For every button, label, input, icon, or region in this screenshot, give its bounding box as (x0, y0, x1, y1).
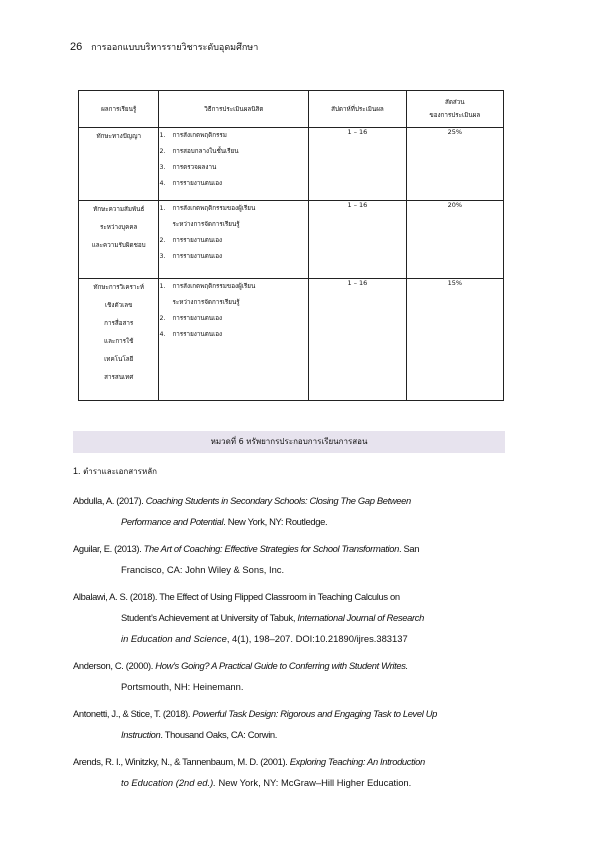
method-item: 4. การรายงานตนเอง (159, 331, 223, 338)
header-assessment-ratio: สัดส่วน ของการประเมินผล (406, 91, 503, 128)
reference-entry: Abdulla, A. (2017). Coaching Students in Secondary Schools: Closing The Gap Between Performance and Potential. New York, NY: Routledge. (73, 495, 411, 527)
page-number: 26 (70, 41, 83, 53)
percent-cell: 25% (406, 128, 503, 201)
method-item: 2. การรายงานตนเอง (159, 237, 223, 244)
running-head-title: การออกแบบบริหารรายวิชาระดับอุดมศึกษา (91, 43, 259, 53)
sub-heading-number: 1. (73, 466, 81, 476)
method-item: 1. การสังเกตพฤติกรรม (159, 132, 227, 139)
percent-cell: 15% (406, 279, 503, 401)
method-item: 3. การตรวจผลงาน (159, 164, 217, 171)
methods-cell (159, 201, 309, 279)
header-assessment-week: สัปดาห์ที่ประเมินผล (309, 91, 406, 128)
table-row (79, 201, 504, 279)
method-item: 4. การรายงานตนเอง (159, 180, 223, 187)
sub-heading (73, 465, 157, 478)
method-item: 2. การรายงานตนเอง (159, 315, 223, 322)
method-item-continuation: ระหว่างการจัดการเรียนรู้ (172, 299, 240, 306)
reference-entry: Anderson, C. (2000). How’s Going? A Practical Guide to Conferring with Student Writes. Portsmouth, NH: Heinemann. (73, 660, 408, 692)
weeks-cell: 1 – 16 (309, 128, 406, 201)
method-item: 3. การรายงานตนเอง (159, 253, 223, 260)
reference-list (73, 490, 505, 799)
methods-cell (159, 128, 309, 201)
method-item: 1. การสังเกตพฤติกรรมของผู้เรียน (159, 205, 256, 212)
reference-entry: Arends, R. I., Winitzky, N., & Tannenbaum, M. D. (2001). Exploring Teaching: An Introduction to Education (2nd ed.). New York, NY: McGraw–Hill Higher Education. (73, 756, 425, 788)
reference-entry: Antonetti, J., & Stice, T. (2018). Powerful Task Design: Rigorous and Engaging Task to Level Up Instruction. Thousand Oaks, CA: Corwin. (73, 708, 438, 740)
reference-entry: Aguilar, E. (2013). The Art of Coaching: Effective Strategies for School Transformation. San Francisco, CA: John Wiley & Sons, Inc. (73, 543, 420, 575)
table-header-row (79, 91, 504, 128)
reference-entry: Albalawi, A. S. (2018). The Effect of Using Flipped Classroom in Teaching Calculus on Student’s Achievement at University of Tabuk, International Journal of Research in Education and Science, 4(1), 198–207. DOI:10.21890/ijres.383137 (73, 591, 424, 644)
outcome-cell: ทักษะการวิเคราะห์ เชิงตัวเลข การสื่อสาร และการใช้ เทคโนโลยี สารสนเทศ (79, 279, 159, 401)
sub-heading-text: ตำราและเอกสารหลัก (83, 467, 157, 476)
table-row (79, 279, 504, 401)
outcome-cell: ทักษะทางปัญญา (79, 128, 159, 201)
method-item: 2. การสอบกลางในชั้นเรียน (159, 148, 239, 155)
assessment-table (78, 90, 504, 401)
header-learning-outcome: ผลการเรียนรู้ (79, 91, 159, 128)
percent-cell: 20% (406, 201, 503, 279)
weeks-cell: 1 – 16 (309, 201, 406, 279)
method-item-continuation: ระหว่างการจัดการเรียนรู้ (172, 221, 240, 228)
section-heading-bar (73, 431, 505, 453)
methods-cell (159, 279, 309, 401)
outcome-cell: ทักษะความสัมพันธ์ ระหว่างบุคคล และความรับผิดชอบ (79, 201, 159, 279)
table-row (79, 128, 504, 201)
weeks-cell: 1 – 16 (309, 279, 406, 401)
section-heading: หมวดที่ 6 ทรัพยากรประกอบการเรียนการสอน (210, 437, 368, 446)
header-assessment-method: วิธีการประเมินผลนิสิต (159, 91, 309, 128)
method-item: 1. การสังเกตพฤติกรรมของผู้เรียน (159, 283, 256, 290)
running-head (70, 40, 258, 54)
